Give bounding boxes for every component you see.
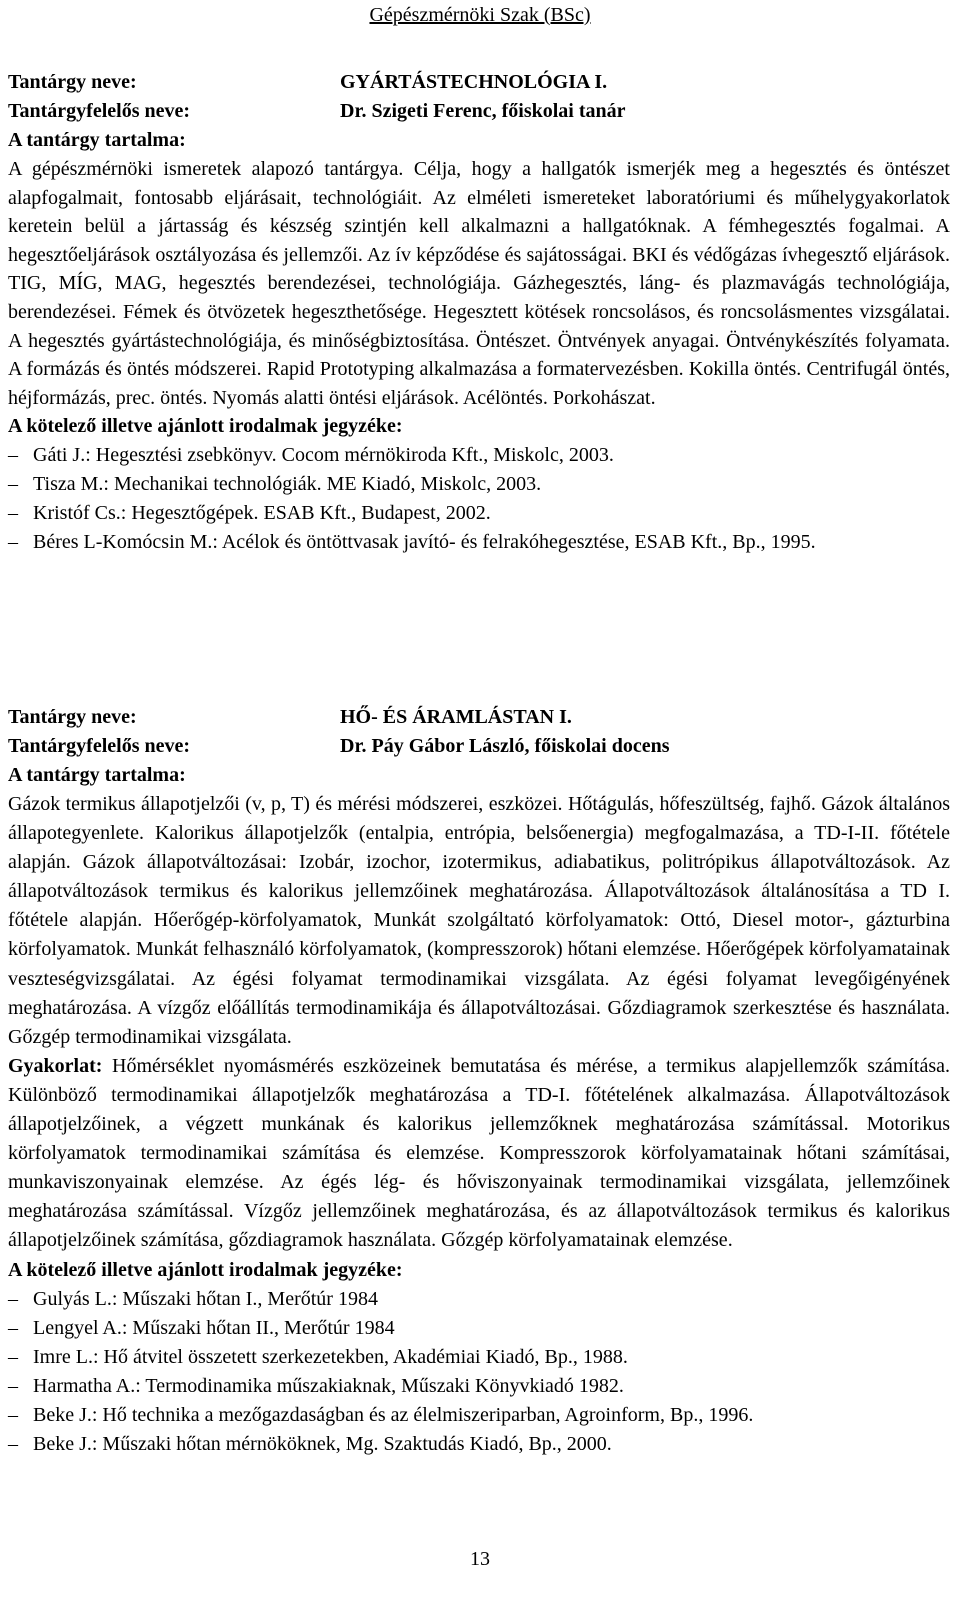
reference-text: Beke J.: Műszaki hőtan mérnököknek, Mg. Szaktudás Kiadó, Bp., 2000.: [33, 1432, 612, 1455]
dash-bullet-icon: –: [8, 1316, 18, 1339]
reference-text: Beke J.: Hő technika a mezőgazdaságban és az élelmiszeriparban, Agroinform, Bp., 1996.: [33, 1403, 754, 1426]
dash-bullet-icon: –: [8, 1374, 18, 1397]
reference-text: Gulyás L.: Műszaki hőtan I., Merőtúr 1984: [33, 1287, 378, 1310]
practice-paragraph: [8, 1052, 950, 1256]
literature-label: A kötelező illetve ajánlott irodalmak jegyzéke:: [8, 1258, 403, 1281]
list-item: [8, 1314, 950, 1343]
list-item: [8, 528, 950, 557]
subject-label: Tantárgy neve:: [8, 71, 137, 93]
dash-bullet-icon: –: [8, 1345, 18, 1368]
reference-text: Kristóf Cs.: Hegesztőgépek. ESAB Kft., Budapest, 2002.: [33, 502, 491, 525]
list-item: [8, 1285, 950, 1314]
dash-bullet-icon: –: [8, 1432, 18, 1455]
subject-row: [8, 68, 950, 97]
reference-text: Harmatha A.: Termodinamika műszakiaknak, Műszaki Könyvkiadó 1982.: [33, 1374, 624, 1397]
subject-value: GYÁRTÁSTECHNOLÓGIA I.: [340, 71, 608, 93]
course-section-1: [8, 68, 950, 557]
dash-bullet-icon: –: [8, 531, 18, 554]
content-text: A gépészmérnöki ismeretek alapozó tantárgya. Célja, hogy a hallgatók ismerjék meg a hegesztés és öntészet alapfogalmait, fontosabb eljárásait, technológiáit. Az elméleti ismereteket laboratóriumi és műhelygyakorlatok keretein belül a jártasság és készség szintjén kell alkalmazni a hallgatóknak. A fémhegesztés fogalmai. A hegesztőeljárások osztályozása és jellemzői. Az ív képződése és sajátosságai. BKI és védőgázas ívhegesztő eljárások. TIG, MÍG, MAG, hegesztés berendezései, technológiája. Gázhegesztés, láng- és plazmavágás technológiája, berendezései. Fémek és ötvözetek hegeszthetősége. Hegesztett kötések roncsolásos, és roncsolásmentes vizsgálatai. A hegesztés gyártástechnológiája, és minőségbiztosítása. Öntészet. Öntvények anyagai. Öntvénykészítés folyamata. A formázás és öntés módszerei. Rapid Prototyping alkalmazása a formatervezésben. Kokilla öntés. Centrifugál öntés, héjformázás, prec. öntés. Nyomás alatti öntési eljárások. Acélöntés. Porkohászat.: [8, 158, 950, 409]
responsible-label: Tantárgyfelelős neve:: [8, 100, 191, 122]
course-section-2: [8, 703, 950, 1459]
list-item: [8, 499, 950, 528]
responsible-value: Dr. Szigeti Ferenc, főiskolai tanár: [340, 100, 626, 122]
responsible-label: Tantárgyfelelős neve:: [8, 735, 191, 757]
subject-value: HŐ- ÉS ÁRAMLÁSTAN I.: [340, 706, 572, 728]
list-item: [8, 441, 950, 470]
responsible-row: [8, 97, 950, 126]
reference-text: Lengyel A.: Műszaki hőtan II., Merőtúr 1984: [33, 1316, 395, 1339]
dash-bullet-icon: –: [8, 444, 18, 467]
page-number: 13: [470, 1548, 490, 1570]
content-paragraph: [8, 155, 950, 412]
responsible-row: [8, 732, 950, 761]
dash-bullet-icon: –: [8, 1403, 18, 1426]
practice-text: Hőmérséklet nyomásmérés eszközeinek bemutatása és mérése, a termikus alapjellemzők számítása. Különböző termodinamikai állapotjelzők meghatározása a TD-I. főtételének alkalmazása. Állapotváltozások állapotjelzőinek, a végzett munkának és kalorikus jellemzőknek meghatározása számítással. Motorikus körfolyamatok termodinamikai számítása és elemzése. Kompresszorok körfolyamatainak hőtani számításai, munkaviszonyainak elemzése. Az égés lég- és hőviszonyainak termodinamikai vizsgálata, jellemzőinek meghatározása számítással. Vízgőz jellemzőinek meghatározása, és az állapotváltozások termikus és kalorikus állapotjelzőinek számítása, gőzdiagramok használata. Gőzgép körfolyamatainak elemzése.: [8, 1054, 950, 1252]
dash-bullet-icon: –: [8, 502, 18, 525]
reference-text: Imre L.: Hő átvitel összetett szerkezetekben, Akadémiai Kiadó, Bp., 1988.: [33, 1345, 628, 1368]
page-header: Gépészmérnöki Szak (BSc): [369, 4, 591, 26]
dash-bullet-icon: –: [8, 1287, 18, 1310]
reference-text: Tisza M.: Mechanikai technológiák. ME Kiadó, Miskolc, 2003.: [33, 473, 542, 496]
subject-row: [8, 703, 950, 732]
content-label: A tantárgy tartalma:: [8, 764, 186, 786]
list-item: [8, 1430, 950, 1459]
content-paragraph: [8, 790, 950, 1052]
literature-list: [8, 1285, 950, 1459]
literature-label: A kötelező illetve ajánlott irodalmak jegyzéke:: [8, 415, 403, 438]
responsible-value: Dr. Páy Gábor László, főiskolai docens: [340, 735, 670, 757]
reference-text: Béres L-Komócsin M.: Acélok és öntöttvasak javító- és felrakóhegesztése, ESAB Kft., Bp., 1995.: [33, 531, 816, 554]
literature-list: [8, 441, 950, 557]
content-label: A tantárgy tartalma:: [8, 129, 186, 151]
list-item: [8, 1401, 950, 1430]
list-item: [8, 1372, 950, 1401]
reference-text: Gáti J.: Hegesztési zsebkönyv. Cocom mérnökiroda Kft., Miskolc, 2003.: [33, 444, 614, 467]
list-item: [8, 1343, 950, 1372]
list-item: [8, 470, 950, 499]
content-text: Gázok termikus állapotjelzői (v, p, T) és mérési módszerei, eszközei. Hőtágulás, hőfeszültség, fajhő. Gázok általános állapotegyenlete. Kalorikus állapotjelzők (entalpia, entrópia, belsőenergia) megfogalmazása, a TD-I-II. főtétele alapján. Gázok állapotváltozásai: Izobár, izochor, izotermikus, adiabatikus, politrópikus állapotváltozások. Az állapotváltozások termikus és kalorikus jellemzőinek meghatározása. Állapotváltozások általánosítása a TD I. főtétele alapján. Hőerőgép-körfolyamatok, Munkát szolgáltató körfolyamatok: Ottó, Diesel motor-, gázturbina körfolyamatok. Munkát felhasználó körfolyamatok, (kompresszorok) hőtani elemzése. Hőerőgépek körfolyamatainak veszteségvizsgálatai. Az égési folyamat termodinamikai vizsgálata. Az égési folyamat levegőigényének meghatározása. A vízgőz előállítás termodinamikája és állapotváltozásai. Gőzdiagramok szerkesztése és használata. Gőzgép termodinamikai vizsgálata.: [8, 793, 950, 1048]
dash-bullet-icon: –: [8, 473, 18, 496]
practice-label: Gyakorlat:: [8, 1054, 103, 1077]
subject-label: Tantárgy neve:: [8, 706, 137, 728]
